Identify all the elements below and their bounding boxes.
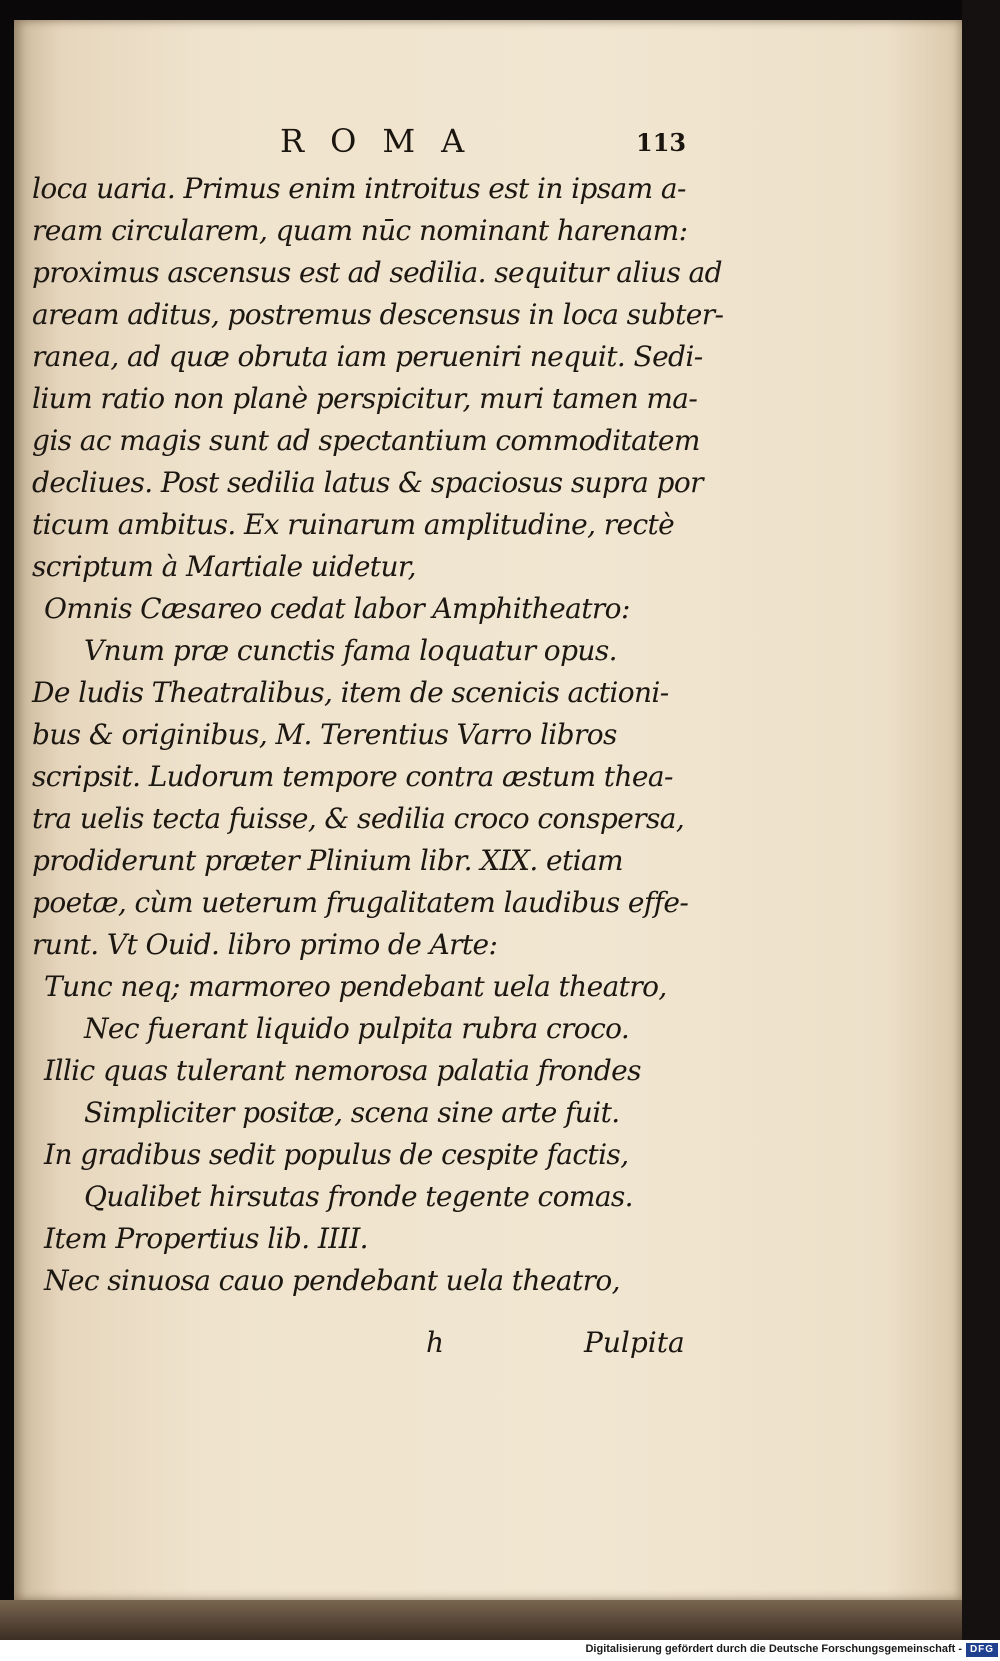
text-line: aream aditus, postremus descensus in loca subter- bbox=[32, 298, 724, 331]
text-line: gis ac magis sunt ad spectantium commoditatem bbox=[32, 424, 700, 457]
scan-frame-left bbox=[0, 0, 14, 1640]
book-page bbox=[14, 20, 962, 1600]
scan-frame-top bbox=[0, 0, 1000, 20]
credit-bar bbox=[0, 1640, 1000, 1661]
text-line: bus & originibus, M. Terentius Varro libros bbox=[32, 718, 617, 751]
text-line: Vnum præ cunctis fama loquatur opus. bbox=[84, 634, 617, 667]
page-number: 113 bbox=[636, 128, 687, 157]
page-footer bbox=[14, 1326, 962, 1366]
text-line: Tunc neq; marmoreo pendebant uela theatro, bbox=[44, 970, 667, 1003]
text-line: lium ratio non planè perspicitur, muri tamen ma- bbox=[32, 382, 698, 415]
text-line: Nec fuerant liquido pulpita rubra croco. bbox=[84, 1012, 630, 1045]
text-line: tra uelis tecta fuisse, & sedilia croco conspersa, bbox=[32, 802, 685, 835]
text-line: runt. Vt Ouid. libro primo de Arte: bbox=[32, 928, 498, 961]
text-line: Omnis Cæsareo cedat labor Amphitheatro: bbox=[44, 592, 630, 625]
text-line: scripsit. Ludorum tempore contra æstum thea- bbox=[32, 760, 673, 793]
text-line: Qualibet hirsutas fronde tegente comas. bbox=[84, 1180, 633, 1213]
funding-credit: Digitalisierung gefördert durch die Deutsche Forschungsgemeinschaft - bbox=[585, 1643, 962, 1655]
dfg-logo-icon: DFG bbox=[966, 1643, 998, 1657]
body-text bbox=[32, 168, 724, 1302]
text-line: In gradibus sedit populus de cespite factis, bbox=[44, 1138, 629, 1171]
text-line: ranea, ad quæ obruta iam perueniri nequit. Sedi- bbox=[32, 340, 703, 373]
text-line: Nec sinuosa cauo pendebant uela theatro, bbox=[44, 1264, 620, 1297]
running-title: ROMA bbox=[280, 122, 491, 160]
page-header bbox=[14, 118, 962, 166]
book-edge bbox=[0, 1600, 962, 1640]
text-line: poetæ, cùm ueterum frugalitatem laudibus effe- bbox=[32, 886, 689, 919]
text-line: Simpliciter positæ, scena sine arte fuit. bbox=[84, 1096, 620, 1129]
text-line: De ludis Theatralibus, item de scenicis actioni- bbox=[32, 676, 669, 709]
text-line: proximus ascensus est ad sedilia. sequitur alius ad bbox=[32, 256, 722, 289]
catchword: Pulpita bbox=[584, 1326, 685, 1359]
text-line: ream circularem, quam nūc nominant harenam: bbox=[32, 214, 688, 247]
text-line: ticum ambitus. Ex ruinarum amplitudine, rectè bbox=[32, 508, 675, 541]
text-line: Illic quas tulerant nemorosa palatia frondes bbox=[44, 1054, 641, 1087]
text-line: decliues. Post sedilia latus & spaciosus supra por bbox=[32, 466, 703, 499]
text-line: scriptum à Martiale uidetur, bbox=[32, 550, 416, 583]
scan-frame-right bbox=[962, 0, 1000, 1640]
text-line: prodiderunt præter Plinium libr. XIX. etiam bbox=[32, 844, 623, 877]
signature-mark: h bbox=[426, 1326, 445, 1359]
text-line: Item Propertius lib. IIII. bbox=[44, 1222, 368, 1255]
text-line: loca uaria. Primus enim introitus est in ipsam a- bbox=[32, 172, 686, 205]
